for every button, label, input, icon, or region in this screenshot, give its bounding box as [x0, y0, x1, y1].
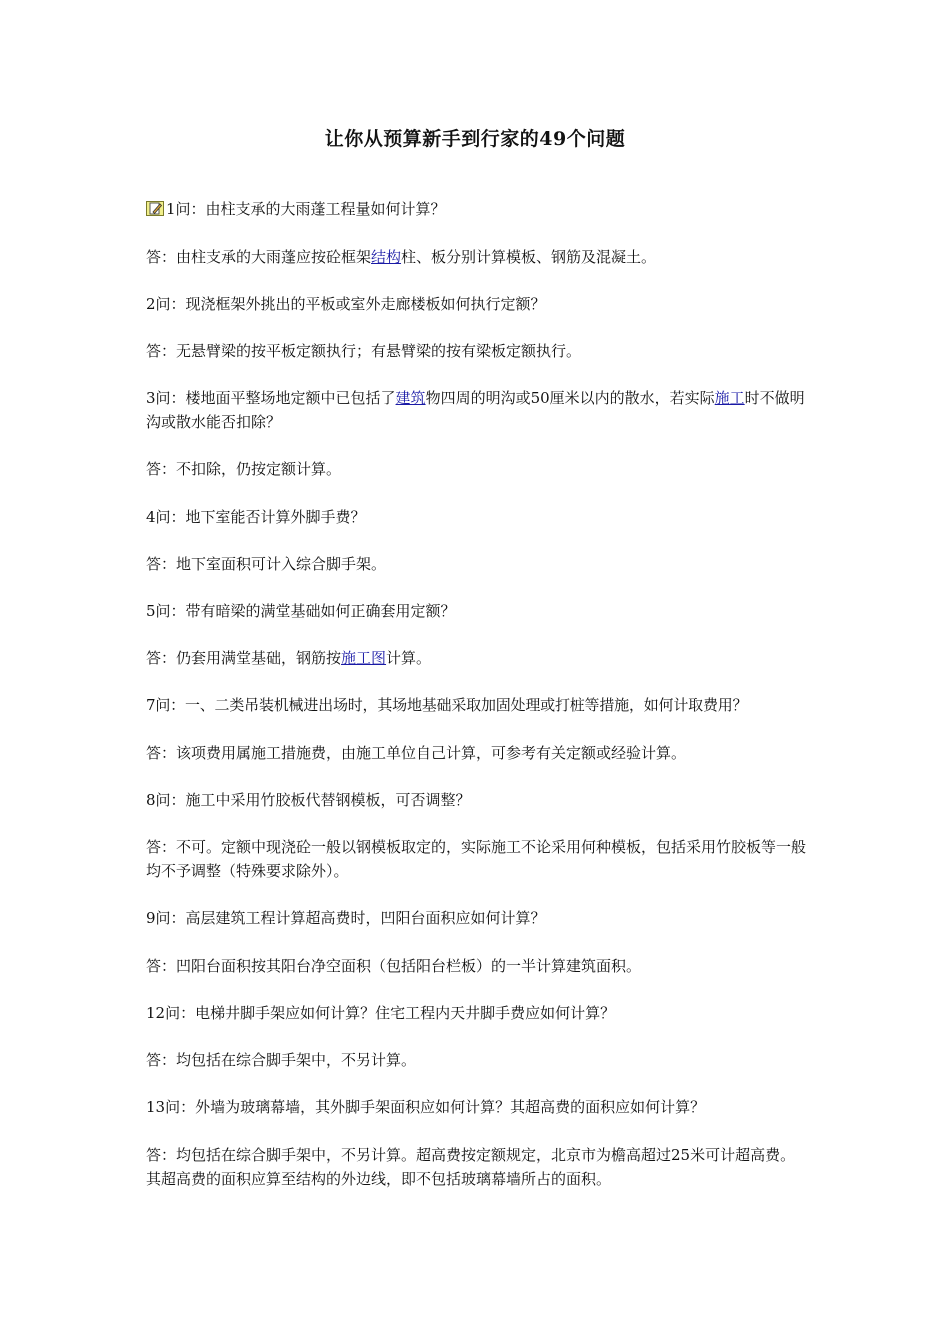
- answer-13: 答：均包括在综合脚手架中，不另计算。超高费按定额规定，北京市为檐高超过25米可计超高费。其超高费的面积应算至结构的外边线，即不包括玻璃幕墙所占的面积。: [146, 1146, 796, 1188]
- document-title: 让你从预算新手到行家的49个问题: [324, 128, 626, 150]
- question-8: 8问：施工中采用竹胶板代替钢模板，可否调整？: [146, 791, 471, 809]
- question-2: 2问：现浇框架外挑出的平板或室外走廊楼板如何执行定额？: [146, 295, 546, 313]
- question-1: 1问：由柱支承的大雨蓬工程量如何计算？: [146, 197, 810, 221]
- link-construction-drawing[interactable]: 施工图: [341, 649, 387, 667]
- question-7: 7问：一、二类吊装机械进出场时，其场地基础采取加固处理或打桩等措施，如何计取费用？: [146, 696, 748, 714]
- answer-8: 答：不可。定额中现浇砼一般以钢模板取定的，实际施工不论采用何种模板，包括采用竹胶板等一般均不予调整（特殊要求除外）。: [146, 838, 807, 880]
- answer-1: 答：由柱支承的大雨蓬应按砼框架结构柱、板分别计算模板、钢筋及混凝土。: [146, 248, 657, 266]
- link-building[interactable]: 建筑: [395, 389, 426, 407]
- question-9: 9问：高层建筑工程计算超高费时，凹阳台面积应如何计算？: [146, 909, 546, 927]
- answer-7: 答：该项费用属施工措施费，由施工单位自己计算，可参考有关定额或经验计算。: [146, 744, 687, 762]
- answer-2: 答：无悬臂梁的按平板定额执行；有悬臂梁的按有梁板定额执行。: [146, 342, 582, 360]
- question-4: 4问：地下室能否计算外脚手费？: [146, 508, 366, 526]
- question-5: 5问：带有暗梁的满堂基础如何正确套用定额？: [146, 602, 456, 620]
- question-12: 12问：电梯井脚手架应如何计算？住宅工程内天井脚手费应如何计算？: [146, 1004, 616, 1022]
- answer-3: 答：不扣除，仍按定额计算。: [146, 460, 342, 478]
- link-structure[interactable]: 结构: [371, 248, 402, 266]
- answer-4: 答：地下室面积可计入综合脚手架。: [146, 555, 387, 573]
- note-pencil-icon: [146, 201, 164, 216]
- answer-12: 答：均包括在综合脚手架中，不另计算。: [146, 1051, 417, 1069]
- answer-9: 答：凹阳台面积按其阳台净空面积（包括阳台栏板）的一半计算建筑面积。: [146, 957, 642, 975]
- link-construction[interactable]: 施工: [714, 389, 745, 407]
- question-3: 3问：楼地面平整场地定额中已包括了建筑物四周的明沟或50厘米以内的散水，若实际施工时不做明沟或散水能否扣除？: [146, 389, 805, 431]
- answer-5: 答：仍套用满堂基础，钢筋按施工图计算。: [146, 649, 432, 667]
- question-13: 13问：外墙为玻璃幕墙，其外脚手架面积应如何计算？其超高费的面积应如何计算？: [146, 1098, 706, 1116]
